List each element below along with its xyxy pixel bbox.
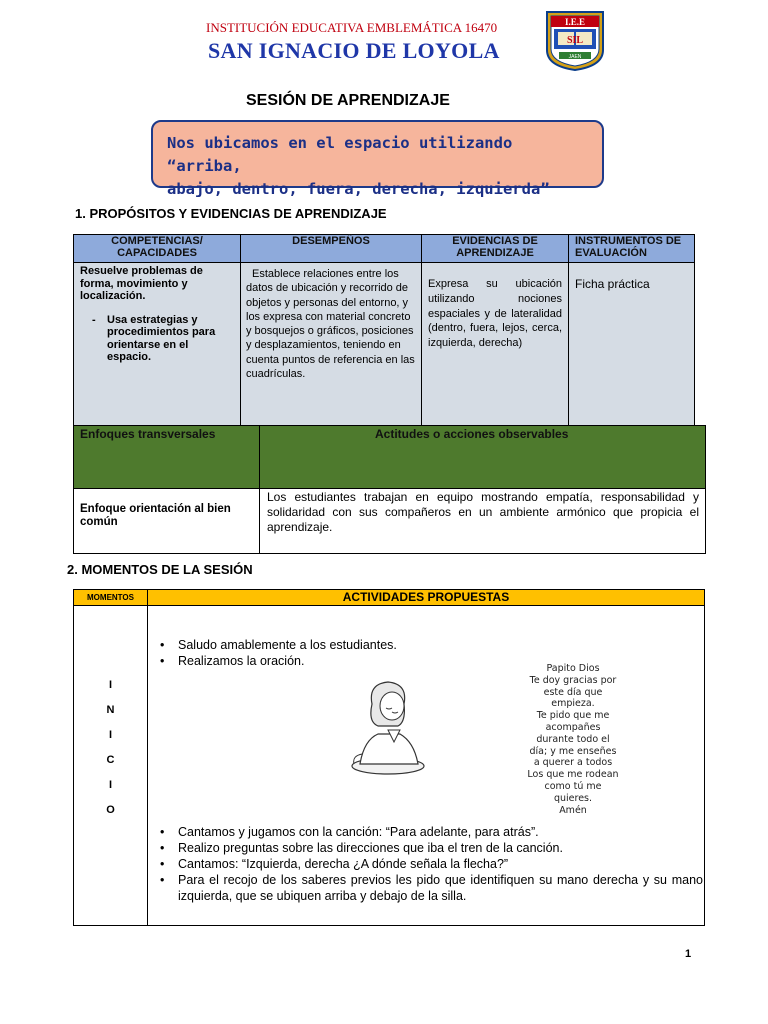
capacidad-marker: -: [92, 313, 96, 326]
evidencia-text: Expresa su ubicación utilizando nociones espaciales y de lateralidad (dentro, fuera, lejos, cerca, izquierda, derecha): [428, 278, 562, 350]
section2-heading: 2. MOMENTOS DE LA SESIÓN: [67, 562, 253, 577]
enfoques-table: [73, 425, 706, 554]
activity-item: • Cantamos: “Izquierda, derecha ¿A dónde señala la flecha?”: [148, 856, 703, 872]
moments-table: [73, 589, 705, 926]
prayer-text: [508, 663, 638, 816]
session-title-box: [151, 120, 604, 198]
prayer-line: quieres.: [553, 792, 593, 804]
prayer-line: este día que: [543, 686, 603, 698]
prayer-line: Los que me rodean: [527, 769, 619, 781]
logo-top-text: I.E.E: [564, 17, 586, 27]
col-evidencias: EVIDENCIAS DE APRENDIZAJE: [422, 235, 569, 263]
col-momentos: MOMENTOS: [74, 590, 148, 606]
capacidad-text: Usa estrategias y procedimientos para orientarse en el espacio.: [107, 313, 216, 363]
session-title-line1: Nos ubicamos en el espacio utilizando “arriba,: [167, 134, 513, 175]
page-number: 1: [685, 948, 692, 960]
actitud-text: Los estudiantes trabajan en equipo mostrando empatía, responsabilidad y solidaridad con sus compañeros en un ambiente armónico que propicia el aprendizaje.: [260, 489, 706, 554]
prayer-line: Papito Dios: [546, 663, 600, 674]
moment-letter: I: [108, 729, 113, 741]
institution-name: INSTITUCIÓN EDUCATIVA EMBLEMÁTICA 16470: [206, 20, 498, 35]
activity-item: • Realizamos la oración.: [148, 653, 738, 669]
enfoque-text: Enfoque orientación al bien común: [74, 489, 260, 554]
prayer-line: acompañes: [545, 721, 601, 733]
prayer-line: durante todo el: [536, 733, 610, 745]
competencia-text: Resuelve problemas de forma, movimiento y localización.: [80, 265, 203, 302]
col-desempenos: DESEMPEÑOS: [241, 235, 422, 263]
prayer-line: Te pido que me: [536, 710, 610, 722]
moment-letter: I: [108, 779, 113, 791]
col-actividades: ACTIVIDADES PROPUESTAS: [148, 590, 705, 606]
instrumento-text: Ficha práctica: [575, 277, 650, 291]
prayer-line: Te doy gracias por: [529, 674, 617, 686]
col-competencias: COMPETENCIAS/ CAPACIDADES: [74, 235, 241, 263]
logo-bottom-text: JAEN: [568, 54, 582, 60]
activity-item: • Cantamos y jugamos con la canción: “Para adelante, para atrás”.: [148, 824, 703, 840]
moment-letter: C: [106, 754, 115, 766]
activity-item: • Realizo preguntas sobre las direcciones que iba el tren de la canción.: [148, 840, 703, 856]
moment-label-inicio: [74, 606, 147, 829]
session-title-line2: abajo, dentro, fuera, derecha, izquierda”: [167, 180, 550, 198]
logo-center-text: SIL: [566, 35, 584, 46]
section1-heading: 1. PROPÓSITOS Y EVIDENCIAS DE APRENDIZAJE: [75, 206, 387, 221]
prayer-line: empieza.: [551, 698, 595, 710]
activity-item: • Saludo amablemente a los estudiantes.: [148, 637, 738, 653]
purposes-table: [73, 234, 695, 435]
school-logo: [544, 10, 606, 72]
col-actitudes: Actitudes o acciones observables: [260, 426, 706, 489]
praying-girl-illustration: [348, 678, 426, 776]
school-name: SAN IGNACIO DE LOYOLA: [208, 38, 500, 63]
session-heading: SESIÓN DE APRENDIZAJE: [246, 92, 450, 109]
prayer-line: día; y me enseñes: [529, 745, 617, 757]
desempeno-text: Establece relaciones entre los datos de ubicación y recorrido de objetos y personas del entorno, y los expresa con material concreto y bosquejos o gráficos, posiciones y desplazamientos, teniendo en cuenta puntos de referencia en las cuadrículas.: [246, 268, 415, 381]
prayer-line: a querer a todos: [533, 757, 613, 769]
moment-letter: N: [106, 704, 115, 716]
col-enfoques: Enfoques transversales: [74, 426, 260, 489]
prayer-line: como tú me: [544, 780, 602, 792]
moment-letter: O: [106, 804, 115, 816]
prayer-line: Amén: [559, 804, 587, 816]
moment-letter: I: [108, 679, 113, 691]
col-instrumentos: INSTRUMENTOS DE EVALUACIÓN: [569, 235, 695, 263]
activity-item: • Para el recojo de los saberes previos les pido que identifiquen su mano derecha y su mano izquierda, que se ubiquen arriba y debajo de la silla.: [148, 872, 703, 904]
